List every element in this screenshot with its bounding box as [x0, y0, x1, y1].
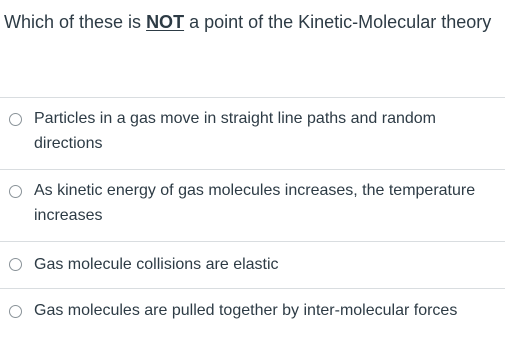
question-text	[4, 7, 499, 37]
answer-option-3[interactable]	[0, 242, 505, 288]
answer-label: Particles in a gas move in straight line paths and random directions	[34, 110, 436, 152]
radio-button-icon[interactable]	[9, 305, 22, 318]
question-prefix: Which of these is	[4, 12, 147, 32]
answer-label: Gas molecule collisions are elastic	[34, 256, 279, 273]
answer-option-1[interactable]	[0, 98, 505, 169]
question-emphasis: NOT	[146, 12, 185, 32]
radio-button-icon[interactable]	[9, 258, 22, 271]
radio-button-icon[interactable]	[9, 113, 22, 126]
radio-button-icon[interactable]	[9, 185, 22, 198]
answer-option-4[interactable]	[0, 289, 505, 335]
answer-label: Gas molecules are pulled together by inter-molecular forces	[34, 302, 458, 319]
question-suffix: a point of the Kinetic-Molecular theory	[184, 12, 492, 32]
answer-option-2[interactable]	[0, 170, 505, 241]
answer-label: As kinetic energy of gas molecules increases, the temperature increases	[34, 182, 476, 224]
